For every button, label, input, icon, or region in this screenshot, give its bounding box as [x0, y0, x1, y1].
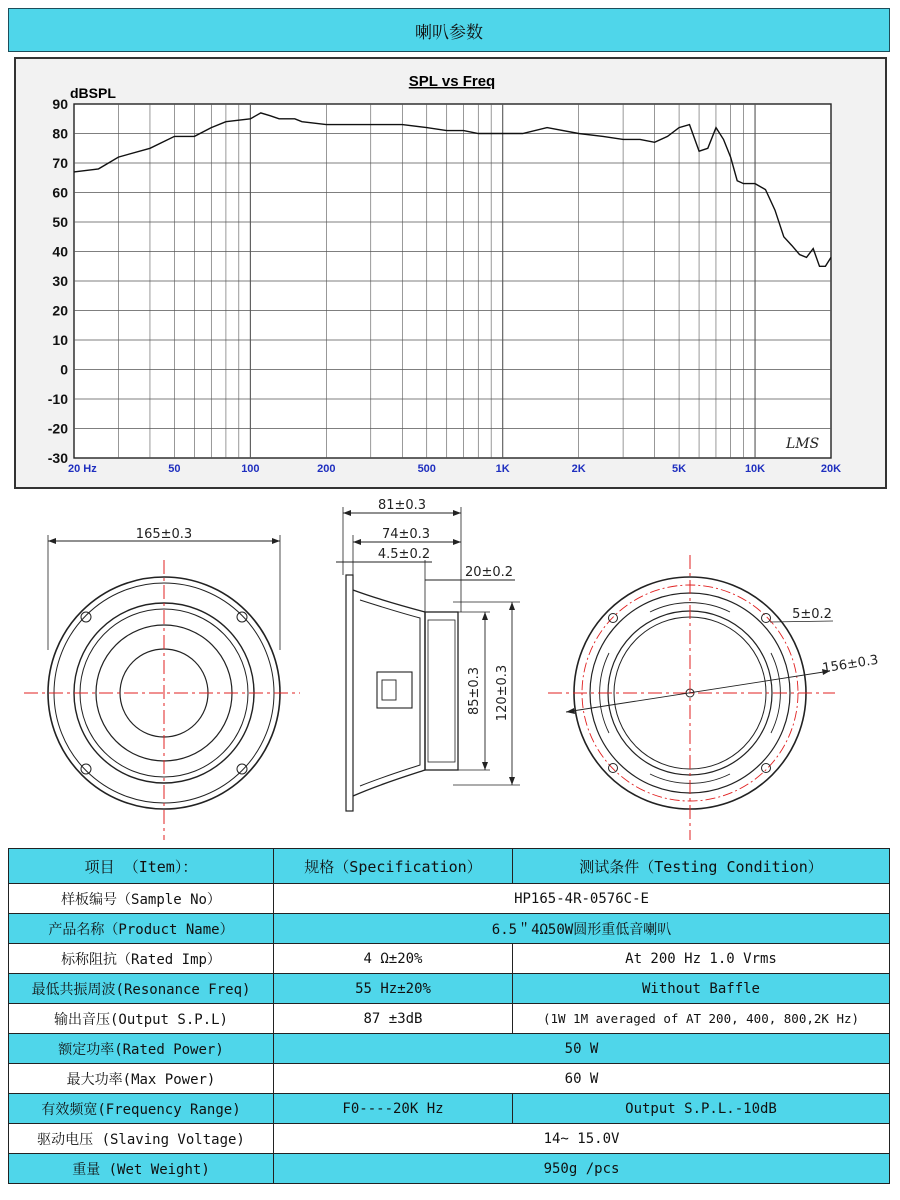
row-spec: 6.5＂4Ω50W圆形重低音喇叭 [274, 914, 890, 944]
row-label: 标称阻抗（Rated Imp） [9, 944, 274, 974]
row-spec: F0----20K Hz [274, 1094, 513, 1124]
x-tick-label: 5K [672, 463, 687, 475]
dim-front-diameter: 165±0.3 [135, 527, 193, 542]
x-tick-label: 200 [317, 463, 336, 475]
y-tick-label: -20 [47, 420, 68, 437]
x-tick-label: 500 [417, 463, 436, 475]
table-row [9, 1064, 890, 1094]
row-condition: (1W 1M averaged of AT 200, 400, 800,2K Hz) [513, 1004, 890, 1034]
y-tick-label: 30 [52, 273, 68, 289]
dim-magnet-thickness: 20±0.2 [464, 565, 514, 580]
y-tick-label: 50 [52, 214, 68, 230]
dim-hole-circle: 156±0.3 [821, 652, 880, 677]
table-row [9, 1034, 890, 1064]
row-spec: 50 W [274, 1034, 890, 1064]
row-condition: At 200 Hz 1.0 Vrms [513, 944, 890, 974]
mechanical-drawings [0, 490, 900, 840]
chart-grid [74, 104, 831, 458]
y-tick-labels [48, 96, 68, 466]
row-spec: 950g /pcs [274, 1154, 890, 1184]
x-tick-label: 20K [820, 463, 842, 475]
x-tick-label: 10K [744, 463, 766, 475]
title-banner [8, 8, 890, 52]
header-spec: 规格（Specification） [274, 849, 513, 884]
y-tick-label: -10 [47, 391, 68, 407]
front-view [24, 535, 300, 840]
row-label: 产品名称（Product Name） [9, 914, 274, 944]
header-condition: 测试条件（Testing Condition） [513, 849, 890, 884]
y-tick-label: 20 [52, 302, 68, 319]
x-tick-label: 1K [495, 463, 510, 475]
y-tick-label: 60 [52, 184, 68, 201]
x-tick-labels [68, 463, 841, 475]
table-row [9, 974, 890, 1004]
row-label: 最低共振周波(Resonance Freq) [9, 974, 274, 1004]
row-spec: 87 ±3dB [274, 1004, 513, 1034]
y-tick-label: 90 [52, 96, 68, 112]
table-row [9, 884, 890, 914]
header-item: 项目 （Item）： [9, 849, 274, 884]
row-condition: Output S.P.L.-10dB [513, 1094, 890, 1124]
table-row [9, 1154, 890, 1184]
x-tick-label: 100 [241, 463, 260, 475]
table-row [9, 1094, 890, 1124]
spec-table [8, 848, 890, 1184]
table-row [9, 914, 890, 944]
chart-title: SPL vs Freq [408, 73, 496, 90]
spl-frequency-chart [16, 59, 885, 487]
dim-depth-basket: 74±0.3 [381, 527, 431, 542]
x-tick-label: 50 [168, 463, 181, 475]
x-tick-label: 2K [571, 463, 586, 475]
row-label: 额定功率(Rated Power) [9, 1034, 274, 1064]
lms-watermark: LMS [786, 436, 820, 452]
row-label: 样板编号（Sample No） [9, 884, 274, 914]
x-tick-label: 20 Hz [68, 463, 97, 475]
row-label: 有效频宽(Frequency Range) [9, 1094, 274, 1124]
row-condition: Without Baffle [513, 974, 890, 1004]
y-axis-label: dBSPL [70, 85, 116, 101]
dim-flange-thickness: 4.5±0.2 [377, 547, 431, 562]
y-tick-label: -30 [47, 450, 68, 466]
row-label: 驱动电压 (Slaving Voltage) [9, 1124, 274, 1154]
row-spec: 4 Ω±20% [274, 944, 513, 974]
row-spec: HP165-4R-0576C-E [274, 884, 890, 914]
y-tick-label: 80 [52, 125, 68, 142]
dim-hole-diameter: 5±0.2 [792, 607, 832, 622]
banner-title: 喇叭参数 [415, 22, 483, 43]
dim-magnet-diameter: 85±0.3 [467, 666, 482, 716]
table-row [9, 1004, 890, 1034]
row-spec: 55 Hz±20% [274, 974, 513, 1004]
rear-view [548, 555, 835, 840]
row-spec: 60 W [274, 1064, 890, 1094]
row-label: 重量 (Wet Weight) [9, 1154, 274, 1184]
dim-depth-overall: 81±0.3 [377, 498, 427, 513]
spl-chart-panel [14, 57, 887, 489]
table-row [9, 1124, 890, 1154]
y-tick-label: 0 [60, 361, 68, 378]
row-spec: 14~ 15.0V [274, 1124, 890, 1154]
y-tick-label: 70 [52, 155, 68, 171]
y-tick-label: 10 [52, 332, 68, 348]
y-tick-label: 40 [52, 243, 68, 260]
table-header-row [9, 849, 890, 884]
dim-cone-diameter: 120±0.3 [495, 664, 510, 722]
row-label: 输出音压(Output S.P.L) [9, 1004, 274, 1034]
row-label: 最大功率(Max Power) [9, 1064, 274, 1094]
table-row [9, 944, 890, 974]
